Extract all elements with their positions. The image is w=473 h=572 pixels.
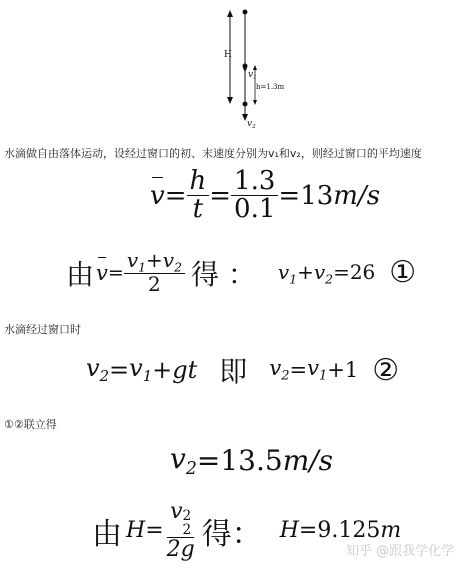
value-9-125: =9.125 [298,518,381,544]
window-text: 水滴经过窗口时 [4,323,81,336]
equation-v2-result [170,442,333,479]
equation-sum-v [66,250,416,295]
window-top-dot [243,64,248,69]
arrow-up-icon [227,10,233,17]
numerator-v2-squared: v 2 2 [167,500,194,538]
denominator-0-1: 0.1 [234,194,276,225]
equation-v2-v1-gt [86,350,399,390]
de-char: 得 ： [190,257,256,291]
label-v1: $v_1$ [248,70,257,81]
value-13-5: =13.5 [196,444,283,478]
v1-term: $v_1$ [129,354,153,386]
equation-average-velocity [150,168,380,224]
fraction-v1-plus-v2-over-2 [124,250,185,295]
H-rhs: H [279,518,299,544]
rhs-v1-plus-v2: $v_1+v_2=26$ [277,259,376,286]
ji-char: 即 [219,355,248,388]
unit-ms: m/s [333,180,381,211]
falling-drop-diagram [215,0,295,135]
plus-one: +1 [327,358,359,382]
unit-m: m [380,518,402,544]
numerator-h: h [187,168,210,196]
v1-arrow-icon [243,68,247,72]
de-char: 得： [201,516,262,552]
you-char: 由 [92,516,122,552]
equals: = [164,180,187,211]
fraction-v2sq-over-2g [164,500,198,561]
equals: = [145,518,164,544]
denominator-2: 2 [148,272,161,297]
v2-term: $v_2$ [269,356,290,384]
arrow-down-small-icon [253,100,257,105]
circled-one: ① [389,255,417,291]
window-bottom-dot [243,102,248,107]
v-bar: v [150,180,165,211]
arrow-down-icon [227,97,233,104]
equals-2: = [209,180,232,211]
label-h: h=1.3m [256,83,285,91]
intro-text: 水滴做自由落体运动，设经过窗口的初、末速度分别为v₁和v₂，则经过窗口的平均速度 [4,147,422,160]
drop-start-dot [243,10,248,15]
fraction-h-over-t [187,168,210,224]
you-char: 由 [66,257,95,291]
equals: = [109,356,130,384]
gt-term: +gt [152,356,198,384]
v2: $v_2$ [170,442,197,480]
equals-2: = [289,358,308,382]
result-13: =13 [278,180,334,211]
label-H: H [224,50,232,60]
combine-text: ①②联立得 [4,418,57,431]
lhs-v2: $v_2$ [86,354,110,386]
denominator-t: t [192,194,204,225]
label-v2: $v_2$ [247,119,256,130]
numerator-1-3: 1.3 [231,168,278,196]
watermark: 知乎 @跟我学化学 [346,544,455,559]
equals: = [107,261,124,284]
v1-term-2: $v_1$ [307,356,328,384]
unit-ms: m/s [282,444,334,478]
H-lhs: H [126,518,146,544]
circled-two: ② [372,352,400,388]
denominator-2g: 2g [166,537,195,563]
fraction-1-3-over-0-1 [231,168,278,224]
v-bar-2: v [96,260,108,285]
numerator-v1-plus-v2: $v_1+v_2$ [124,250,185,274]
